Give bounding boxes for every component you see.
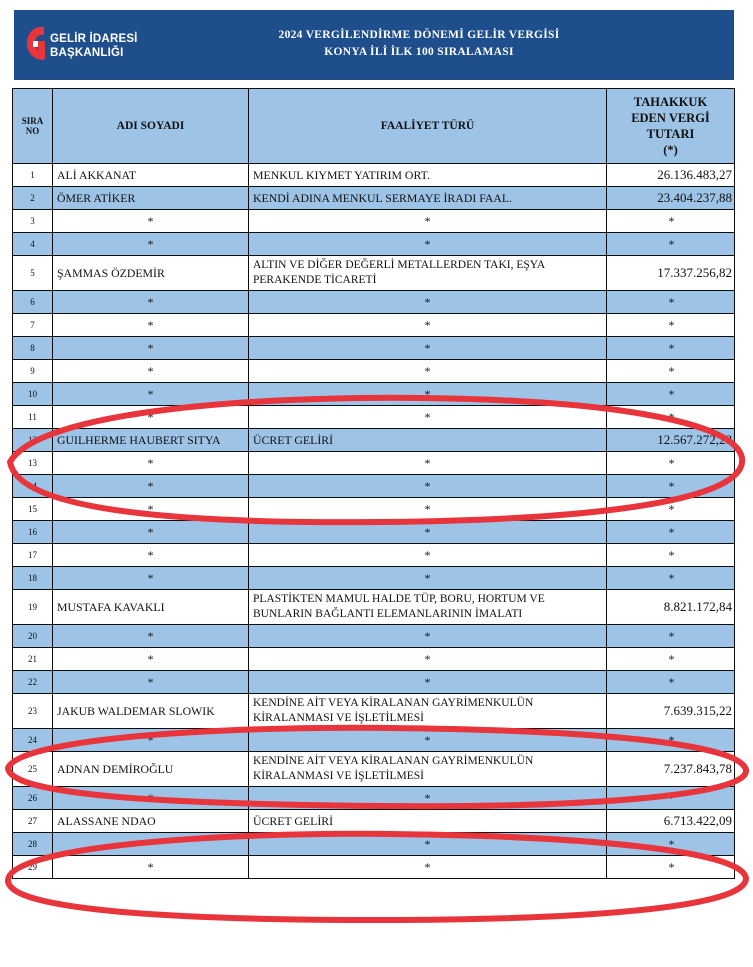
tax-amount: * — [607, 671, 735, 694]
tax-amount: 8.821.172,84 — [607, 590, 735, 625]
tax-amount: * — [607, 291, 735, 314]
table-row — [13, 521, 735, 544]
activity-type: * — [249, 671, 607, 694]
taxpayer-name: * — [53, 452, 249, 475]
table-row — [13, 314, 735, 337]
row-number: 28 — [13, 833, 53, 856]
activity-type: * — [249, 498, 607, 521]
tax-amount: * — [607, 833, 735, 856]
tax-amount: * — [607, 360, 735, 383]
table-row — [13, 648, 735, 671]
table-row — [13, 291, 735, 314]
row-number: 6 — [13, 291, 53, 314]
taxpayer-name: * — [53, 314, 249, 337]
taxpayer-name: * — [53, 544, 249, 567]
table-row — [13, 429, 735, 452]
tax-amount: * — [607, 314, 735, 337]
activity-type: * — [249, 787, 607, 810]
activity-type: ÜCRET GELİRİ — [249, 810, 607, 833]
activity-type: * — [249, 856, 607, 879]
activity-type: * — [249, 210, 607, 233]
row-number: 9 — [13, 360, 53, 383]
tax-amount: * — [607, 729, 735, 752]
row-number: 20 — [13, 625, 53, 648]
tax-amount: * — [607, 787, 735, 810]
report-header — [14, 10, 734, 80]
tax-amount: 23.404.237,88 — [607, 187, 735, 210]
row-number: 15 — [13, 498, 53, 521]
activity-type: * — [249, 648, 607, 671]
row-number: 11 — [13, 406, 53, 429]
taxpayer-name: * — [53, 337, 249, 360]
table-row — [13, 383, 735, 406]
row-number: 3 — [13, 210, 53, 233]
table-row — [13, 475, 735, 498]
table-row — [13, 671, 735, 694]
row-number: 18 — [13, 567, 53, 590]
tax-amount: * — [607, 233, 735, 256]
col-header-amount-line4: (*) — [663, 143, 678, 157]
tax-amount: * — [607, 383, 735, 406]
activity-type: * — [249, 544, 607, 567]
row-number: 16 — [13, 521, 53, 544]
taxpayer-name: * — [53, 833, 249, 856]
table-row — [13, 187, 735, 210]
activity-type: PLASTİKTEN MAMUL HALDE TÜP, BORU, HORTUM VE BUNLARIN BAĞLANTI ELEMANLARININ İMALATI — [249, 590, 607, 625]
taxpayer-name: * — [53, 383, 249, 406]
col-header-activity: FAALİYET TÜRÜ — [249, 89, 607, 164]
activity-type: ALTIN VE DİĞER DEĞERLİ METALLERDEN TAKI, EŞYA PERAKENDE TİCARETİ — [249, 256, 607, 291]
taxpayer-name: * — [53, 406, 249, 429]
tax-amount: 12.567.272,28 — [607, 429, 735, 452]
activity-type: KENDİNE AİT VEYA KİRALANAN GAYRİMENKULÜN KİRALANMASI VE İŞLETİLMESİ — [249, 694, 607, 729]
taxpayer-name: * — [53, 856, 249, 879]
table-row — [13, 452, 735, 475]
row-number: 7 — [13, 314, 53, 337]
activity-type: ÜCRET GELİRİ — [249, 429, 607, 452]
table-row — [13, 406, 735, 429]
activity-type: KENDİ ADINA MENKUL SERMAYE İRADI FAAL. — [249, 187, 607, 210]
row-number: 13 — [13, 452, 53, 475]
activity-type: * — [249, 337, 607, 360]
activity-type: * — [249, 625, 607, 648]
col-header-amount — [607, 89, 735, 164]
activity-type: * — [249, 452, 607, 475]
table-row — [13, 694, 735, 729]
taxpayer-name: * — [53, 671, 249, 694]
report-title: 2024 VERGİLENDİRME DÖNEMİ GELİR VERGİSİ — [278, 29, 560, 41]
row-number: 8 — [13, 337, 53, 360]
table-row — [13, 729, 735, 752]
tax-amount: * — [607, 625, 735, 648]
table-row — [13, 256, 735, 291]
activity-type: * — [249, 314, 607, 337]
taxpayer-name: * — [53, 291, 249, 314]
table-row — [13, 590, 735, 625]
row-number: 2 — [13, 187, 53, 210]
activity-type: * — [249, 360, 607, 383]
taxpayer-name: ALİ AKKANAT — [53, 164, 249, 187]
tax-amount: * — [607, 452, 735, 475]
activity-type: * — [249, 383, 607, 406]
row-number: 14 — [13, 475, 53, 498]
taxpayer-name: * — [53, 729, 249, 752]
tax-ranking-table — [12, 88, 735, 879]
tax-amount: 6.713.422,09 — [607, 810, 735, 833]
table-header-row — [13, 89, 735, 164]
tax-amount: * — [607, 521, 735, 544]
taxpayer-name: MUSTAFA KAVAKLI — [53, 590, 249, 625]
taxpayer-name: * — [53, 360, 249, 383]
tax-amount: * — [607, 475, 735, 498]
row-number: 5 — [13, 256, 53, 291]
tax-amount: 17.337.256,82 — [607, 256, 735, 291]
col-header-amount-line3: TUTARI — [646, 127, 695, 141]
taxpayer-name: * — [53, 521, 249, 544]
row-number: 23 — [13, 694, 53, 729]
tax-amount: 7.639.315,22 — [607, 694, 735, 729]
tax-amount: * — [607, 337, 735, 360]
tax-amount: * — [607, 406, 735, 429]
table-row — [13, 625, 735, 648]
taxpayer-name: * — [53, 233, 249, 256]
activity-type: * — [249, 833, 607, 856]
col-header-amount-line1: TAHAKKUK — [633, 95, 708, 109]
activity-type: * — [249, 729, 607, 752]
tax-amount: 7.237.843,78 — [607, 752, 735, 787]
taxpayer-name: GUILHERME HAUBERT SITYA — [53, 429, 249, 452]
row-number: 17 — [13, 544, 53, 567]
row-number: 12 — [13, 429, 53, 452]
row-number: 26 — [13, 787, 53, 810]
activity-type: * — [249, 291, 607, 314]
taxpayer-name: JAKUB WALDEMAR SLOWIK — [53, 694, 249, 729]
taxpayer-name: ADNAN DEMİROĞLU — [53, 752, 249, 787]
table-body — [13, 164, 735, 879]
activity-type: KENDİNE AİT VEYA KİRALANAN GAYRİMENKULÜN KİRALANMASI VE İŞLETİLMESİ — [249, 752, 607, 787]
table-row — [13, 164, 735, 187]
activity-type: * — [249, 475, 607, 498]
tax-amount: * — [607, 210, 735, 233]
table-row — [13, 337, 735, 360]
table-row — [13, 787, 735, 810]
gib-logo — [24, 24, 154, 70]
col-header-amount-line2: EDEN VERGİ — [631, 111, 710, 125]
taxpayer-name: * — [53, 787, 249, 810]
taxpayer-name: ALASSANE NDAO — [53, 810, 249, 833]
table-row — [13, 544, 735, 567]
row-number: 25 — [13, 752, 53, 787]
taxpayer-name: * — [53, 625, 249, 648]
taxpayer-name: * — [53, 498, 249, 521]
logo-text-line1: GELİR İDARESİ — [50, 33, 138, 45]
activity-type: * — [249, 521, 607, 544]
table-row — [13, 360, 735, 383]
table-row — [13, 856, 735, 879]
tax-amount: * — [607, 567, 735, 590]
taxpayer-name: * — [53, 648, 249, 671]
row-number: 19 — [13, 590, 53, 625]
table-row — [13, 810, 735, 833]
activity-type: * — [249, 567, 607, 590]
taxpayer-name: ÖMER ATİKER — [53, 187, 249, 210]
report-subtitle: KONYA İLİ İLK 100 SIRALAMASI — [324, 46, 514, 58]
tax-amount: * — [607, 498, 735, 521]
table-row — [13, 498, 735, 521]
row-number: 21 — [13, 648, 53, 671]
taxpayer-name: * — [53, 210, 249, 233]
logo-text-line2: BAŞKANLIĞI — [50, 47, 124, 59]
row-number: 22 — [13, 671, 53, 694]
row-number: 29 — [13, 856, 53, 879]
row-number: 24 — [13, 729, 53, 752]
row-number: 10 — [13, 383, 53, 406]
row-number: 1 — [13, 164, 53, 187]
col-header-name: ADI SOYADI — [53, 89, 249, 164]
table-row — [13, 567, 735, 590]
taxpayer-name: * — [53, 475, 249, 498]
table-row — [13, 833, 735, 856]
tax-amount: * — [607, 544, 735, 567]
tax-amount: * — [607, 648, 735, 671]
tax-amount: 26.136.483,27 — [607, 164, 735, 187]
table-row — [13, 752, 735, 787]
row-number: 4 — [13, 233, 53, 256]
col-header-no: SIRA NO — [13, 89, 53, 164]
gib-logo-icon — [24, 24, 48, 64]
table-row — [13, 233, 735, 256]
tax-amount: * — [607, 856, 735, 879]
activity-type: * — [249, 233, 607, 256]
activity-type: * — [249, 406, 607, 429]
taxpayer-name: * — [53, 567, 249, 590]
row-number: 27 — [13, 810, 53, 833]
activity-type: MENKUL KIYMET YATIRIM ORT. — [249, 164, 607, 187]
table-row — [13, 210, 735, 233]
taxpayer-name: ŞAMMAS ÖZDEMİR — [53, 256, 249, 291]
